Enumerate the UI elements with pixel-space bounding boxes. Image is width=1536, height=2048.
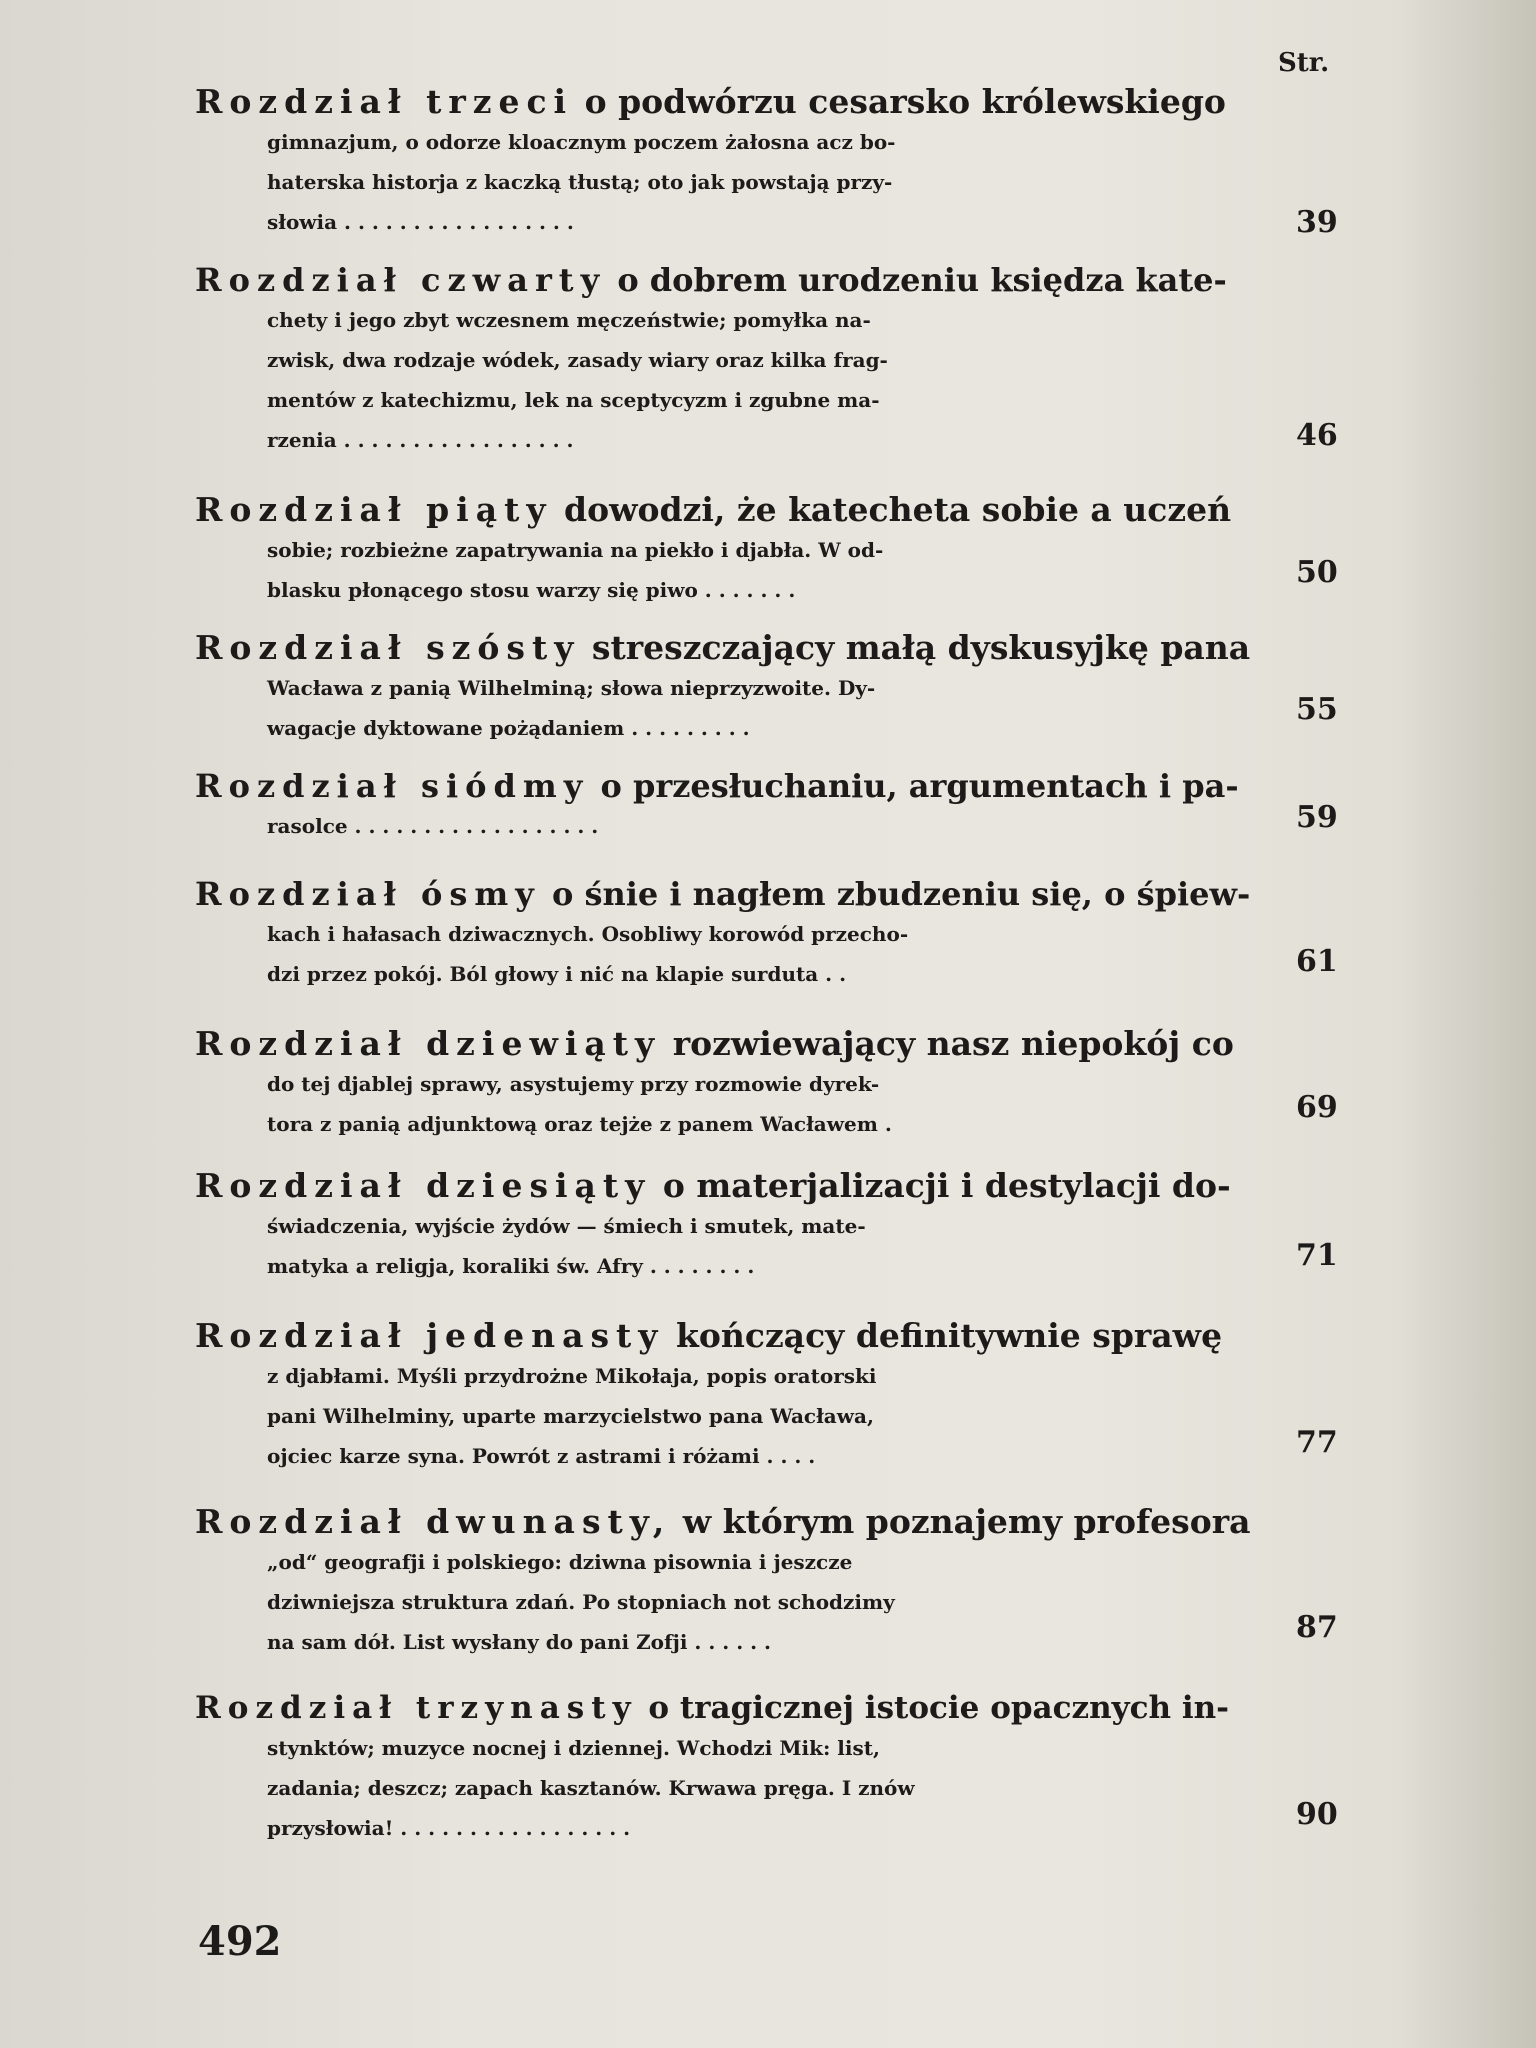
toc-page-number: 59 (1296, 800, 1338, 835)
toc-line-text: o tragicznej istocie opacznych in- (648, 1690, 1230, 1726)
toc-entry-line (195, 162, 1255, 202)
toc-line-text: dowodzi, że katecheta sobie a uczeń (564, 490, 1232, 529)
toc-entry-line (195, 122, 1255, 162)
toc-line-text: gimnazjum, o odorze kloacznym poczem żałosna acz bo- (267, 130, 896, 154)
chapter-label: Rozdział trzeci (195, 82, 574, 121)
toc-entry-text (195, 766, 1255, 846)
toc-line-text: słowia . . . . . . . . . . . . . . . . . (267, 210, 574, 234)
toc-entry-first-line (195, 1166, 1255, 1206)
toc-line-text: zadania; deszcz; zapach kasztanów. Krwawa pręga. I znów (267, 1776, 915, 1800)
toc-line-text: zwisk, dwa rodzaje wódek, zasady wiary oraz kilka frag- (267, 348, 888, 372)
toc-entry-text (195, 1166, 1255, 1286)
toc-entry-first-line (195, 628, 1255, 668)
toc-line-text: mentów z katechizmu, lek na sceptycyzm i zgubne ma- (267, 388, 880, 412)
toc-line-text: o przesłuchaniu, argumentach i pa- (600, 767, 1239, 805)
toc-entry-text (195, 874, 1255, 994)
toc-line-text: tora z panią adjunktową oraz tejże z panem Wacławem . (267, 1112, 892, 1136)
chapter-label: Rozdział jedenasty (195, 1316, 665, 1355)
toc-entry-line (195, 1246, 1255, 1286)
toc-line-text: o materjalizacji i destylacji do- (662, 1166, 1231, 1205)
toc-entry-line (195, 530, 1255, 570)
toc-line-text: rzenia . . . . . . . . . . . . . . . . . (267, 428, 574, 452)
toc-entry-text (195, 628, 1255, 748)
toc-line-text: streszczający małą dyskusyjkę pana (591, 628, 1251, 667)
toc-entry-text (195, 82, 1255, 242)
chapter-label: Rozdział dziesiąty (195, 1166, 652, 1205)
toc-entry-line (195, 1768, 1255, 1808)
toc-line-text: blasku płonącego stosu warzy się piwo . . . . . . . (267, 578, 796, 602)
chapter-label: Rozdział czwarty (195, 261, 607, 299)
toc-line-text: dzi przez pokój. Ból głowy i nić na klapie surduta . . (267, 962, 847, 986)
toc-line-text: wagacje dyktowane pożądaniem . . . . . . . . . (267, 716, 750, 740)
toc-entry-line (195, 668, 1255, 708)
toc-entry-text (195, 1024, 1255, 1144)
toc-page-number: 39 (1296, 205, 1338, 240)
toc-entry-line (195, 570, 1255, 610)
toc-line-text: sobie; rozbieżne zapatrywania na piekło i djabła. W od- (267, 538, 884, 562)
toc-entry-text (195, 260, 1255, 460)
toc-entry-first-line (195, 490, 1255, 530)
page-column-label: Str. (1278, 48, 1330, 78)
toc-entry-line (195, 1542, 1255, 1582)
toc-entry-line (195, 708, 1255, 748)
chapter-label: Rozdział dziewiąty (195, 1024, 662, 1063)
toc-line-text: na sam dół. List wysłany do pani Zofji . . . . . . (267, 1630, 772, 1654)
toc-entry-first-line (195, 82, 1255, 122)
toc-entry-line (195, 954, 1255, 994)
toc-line-text: chety i jego zbyt wczesnem męczeństwie; pomyłka na- (267, 308, 871, 332)
toc-line-text: rasolce . . . . . . . . . . . . . . . . . . (267, 814, 599, 838)
toc-line-text: kończący definitywnie sprawę (675, 1316, 1223, 1355)
chapter-label: Rozdział ósmy (195, 875, 541, 913)
toc-line-text: przysłowia! . . . . . . . . . . . . . . . . . (267, 1816, 631, 1840)
toc-line-text: o dobrem urodzeniu księdza kate- (617, 261, 1227, 299)
toc-entry-text (195, 1316, 1255, 1476)
page-gutter-shadow (1396, 0, 1536, 2048)
toc-entry-text (195, 490, 1255, 610)
toc-line-text: z djabłami. Myśli przydrożne Mikołaja, popis oratorski (267, 1364, 877, 1388)
toc-line-text: stynktów; muzyce nocnej i dziennej. Wchodzi Mik: list, (267, 1736, 880, 1760)
toc-entry-text (195, 1688, 1255, 1848)
chapter-label: Rozdział siódmy (195, 767, 590, 805)
toc-page-number: 87 (1296, 1610, 1338, 1645)
toc-entry-text (195, 1502, 1255, 1662)
chapter-label: Rozdział szósty (195, 628, 581, 667)
toc-entry-first-line (195, 766, 1255, 806)
toc-page-number: 90 (1296, 1797, 1338, 1832)
toc-page-number: 71 (1296, 1238, 1338, 1273)
toc-entry-first-line (195, 874, 1255, 914)
toc-entry-line (195, 914, 1255, 954)
toc-line-text: kach i hałasach dziwacznych. Osobliwy korowód przecho- (267, 922, 909, 946)
toc-entry-line (195, 1104, 1255, 1144)
toc-line-text: dziwniejsza struktura zdań. Po stopniach not schodzimy (267, 1590, 895, 1614)
toc-line-text: o śnie i nagłem zbudzeniu się, o śpiew- (551, 875, 1251, 913)
toc-line-text: „od“ geografji i polskiego: dziwna pisownia i jeszcze (267, 1550, 853, 1574)
toc-entry-line (195, 1356, 1255, 1396)
folio-page-number: 492 (198, 1918, 282, 1965)
toc-line-text: matyka a religja, koraliki św. Afry . . . . . . . . (267, 1254, 755, 1278)
toc-entry-line (195, 1064, 1255, 1104)
toc-entry-first-line (195, 1502, 1255, 1542)
toc-entry-first-line (195, 1688, 1255, 1728)
toc-page-number: 77 (1296, 1425, 1338, 1460)
toc-line-text: o podwórzu cesarsko królewskiego (584, 82, 1226, 121)
toc-entry-line (195, 420, 1255, 460)
chapter-label: Rozdział dwunasty, (195, 1502, 672, 1541)
toc-entry-line (195, 202, 1255, 242)
toc-entry-line (195, 300, 1255, 340)
toc-line-text: do tej djablej sprawy, asystujemy przy rozmowie dyrek- (267, 1072, 880, 1096)
chapter-label: Rozdział trzynasty (195, 1690, 638, 1726)
toc-entry-line (195, 1808, 1255, 1848)
toc-page-number: 61 (1296, 944, 1338, 979)
toc-entry-line (195, 1436, 1255, 1476)
toc-entry-line (195, 806, 1255, 846)
toc-entry-line (195, 340, 1255, 380)
toc-entry-first-line (195, 1024, 1255, 1064)
toc-page-number: 69 (1296, 1090, 1338, 1125)
toc-line-text: pani Wilhelminy, uparte marzycielstwo pana Wacława, (267, 1404, 874, 1428)
toc-line-text: rozwiewający nasz niepokój co (672, 1024, 1234, 1063)
toc-entry-line (195, 1728, 1255, 1768)
toc-entry-line (195, 1622, 1255, 1662)
toc-page-number: 50 (1296, 555, 1338, 590)
toc-line-text: haterska historja z kaczką tłustą; oto jak powstają przy- (267, 170, 893, 194)
toc-entry-first-line (195, 1316, 1255, 1356)
toc-page-number: 46 (1296, 418, 1338, 453)
toc-line-text: świadczenia, wyjście żydów — śmiech i smutek, mate- (267, 1214, 866, 1238)
toc-line-text: ojciec karze syna. Powrót z astrami i różami . . . . (267, 1444, 816, 1468)
toc-page-number: 55 (1296, 692, 1338, 727)
toc-entry-line (195, 1396, 1255, 1436)
toc-entry-line (195, 1206, 1255, 1246)
toc-line-text: Wacława z panią Wilhelminą; słowa nieprzyzwoite. Dy- (267, 676, 876, 700)
toc-entry-line (195, 380, 1255, 420)
chapter-label: Rozdział piąty (195, 490, 553, 529)
toc-entry-line (195, 1582, 1255, 1622)
toc-entry-first-line (195, 260, 1255, 300)
toc-line-text: w którym poznajemy profesora (682, 1502, 1251, 1541)
